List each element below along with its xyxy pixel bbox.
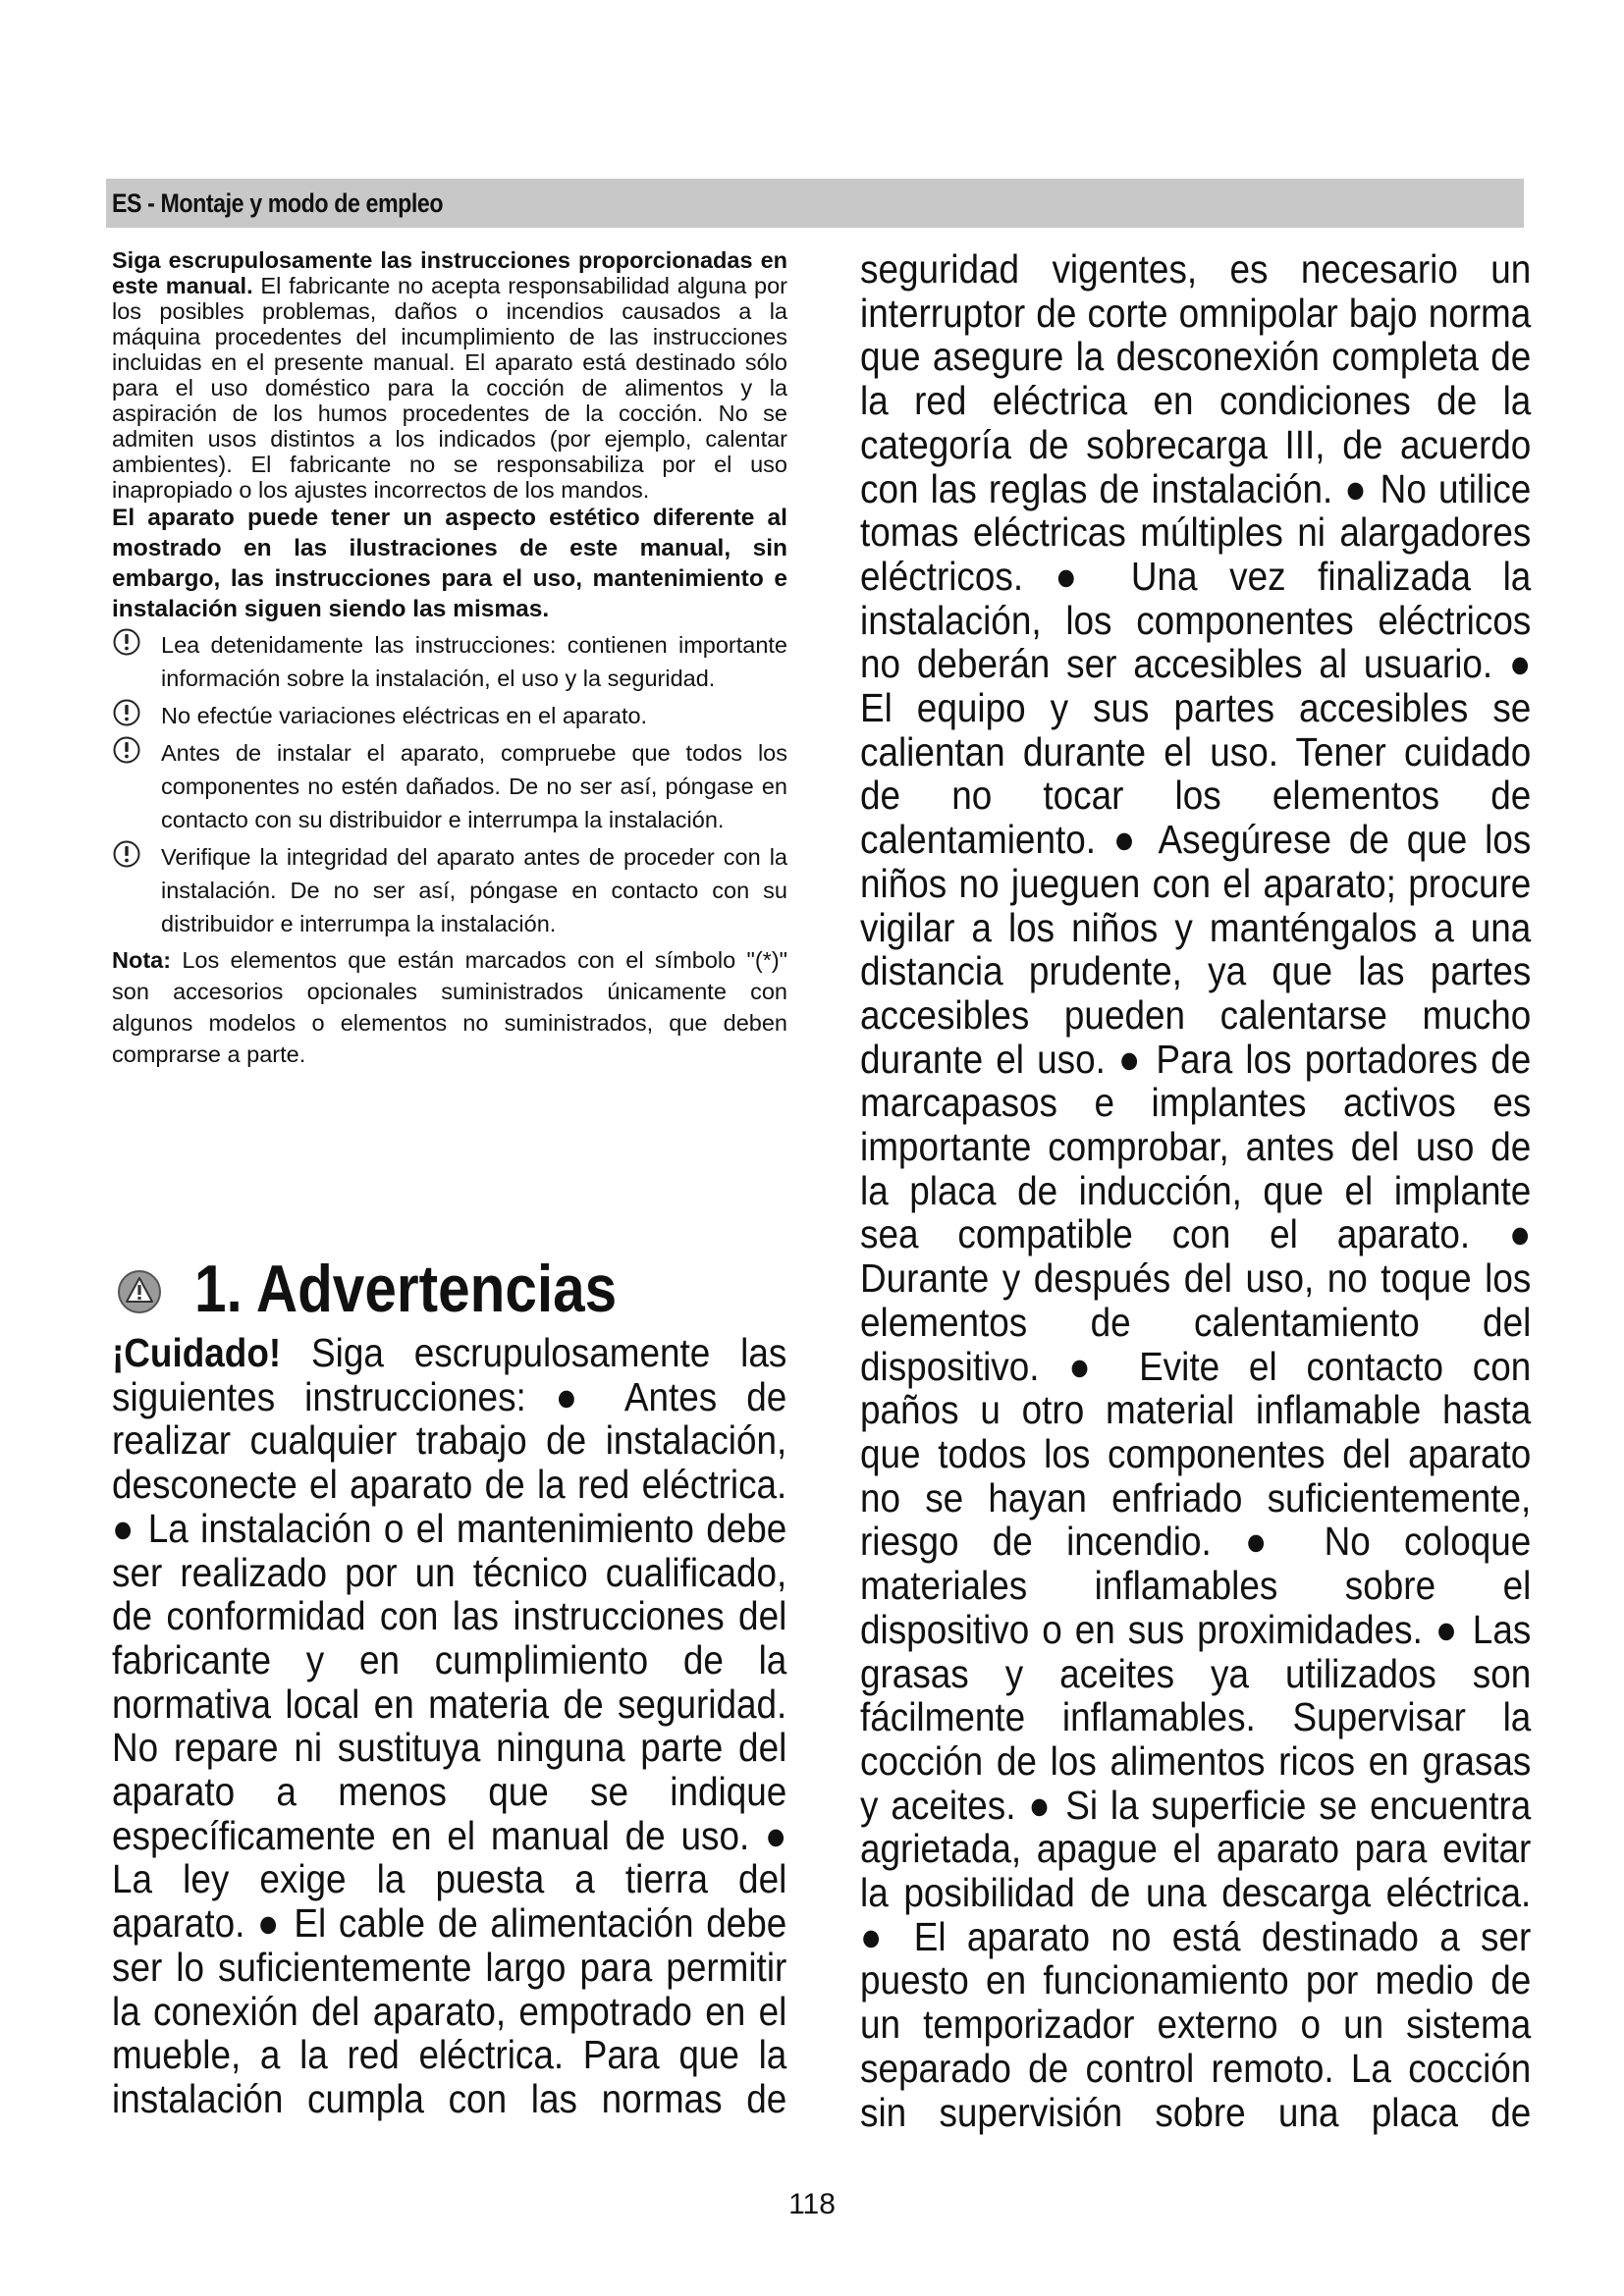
warning-text: Verifique la integridad del aparato antes de proceder con la instalación. De no ser así, póngase en contacto con su distribuidor e interrumpa la instalación. <box>161 844 787 936</box>
text-line: sea compatible con el aparato. ● <box>860 1211 1532 1257</box>
text-line: No repare ni sustituya ninguna parte del <box>112 1725 787 1771</box>
warning-text: Antes de instalar el aparato, compruebe que todos los componentes no estén dañados. De no ser así, póngase en contacto con su distribuidor e interrumpa la instalación. <box>161 740 787 832</box>
text-line: eléctricos. ● Una vez finalizada la <box>860 553 1532 599</box>
text-line: de conformidad con las instrucciones del <box>112 1593 787 1639</box>
text-line: un temporizador externo o un sistema <box>860 2002 1532 2048</box>
exclamation-circle-icon <box>112 698 141 727</box>
exclamation-circle-icon <box>112 627 141 657</box>
text-line: fabricante y en cumplimiento de la <box>112 1636 787 1682</box>
text-line: dispositivo o en sus proximidades. ● Las <box>860 1606 1532 1652</box>
text-line: separado de control remoto. La cocción <box>860 2045 1532 2091</box>
text-line: aparato. ● El cable de alimentación debe <box>112 1900 787 1947</box>
warning-triangle-icon <box>116 1268 163 1315</box>
text-line: ● La instalación o el mantenimiento debe <box>112 1505 787 1551</box>
text-line: ¡Cuidado! Siga escrupulosamente las <box>112 1330 787 1375</box>
note-text: Los elementos que están marcados con el símbolo "(*)" son accesorios opcionales suministrados únicamente con algunos modelos o elementos no suministrados, que deben comprarse a parte. <box>112 947 787 1067</box>
text-line: paños u otro material inflamable hasta <box>860 1387 1532 1433</box>
text-line: normativa local en materia de seguridad. <box>112 1681 787 1727</box>
text-line: Durante y después del uso, no toque los <box>860 1255 1532 1302</box>
text-line: calentamiento. ● Asegúrese de que los <box>860 817 1532 863</box>
page-number: 118 <box>788 2188 836 2220</box>
intro-bold-lead: Siga escrupulosamente las instrucciones proporcionadas en este manual. <box>112 247 787 298</box>
body-column-left <box>112 1331 787 2121</box>
text-line: La ley exige la puesta a tierra del <box>112 1856 787 1902</box>
text-line: que asegure la desconexión completa de <box>860 334 1532 380</box>
text-line: distancia prudente, ya que las partes <box>860 948 1532 994</box>
text-line: niños no jueguen con el aparato; procure <box>860 860 1532 906</box>
text-line: no se hayan enfriado suficientemente, <box>860 1474 1532 1521</box>
warning-item <box>112 840 787 940</box>
text-line: siguientes instrucciones: ● Antes de <box>112 1373 787 1419</box>
text-line: instalación, los componentes eléctricos <box>860 597 1532 643</box>
text-line: cocción de los alimentos ricos en grasas <box>860 1737 1532 1784</box>
note-paragraph <box>112 944 787 1070</box>
text-line: categoría de sobrecarga III, de acuerdo <box>860 421 1532 467</box>
note-label: Nota: <box>112 947 172 973</box>
text-line: fácilmente inflamables. Supervisar la <box>860 1694 1532 1740</box>
text-line: instalación cumpla con las normas de <box>112 2075 787 2121</box>
text-line: marcapasos e implantes activos es <box>860 1080 1532 1126</box>
exclamation-circle-icon <box>112 735 141 765</box>
text-line: con las reglas de instalación. ● No utilice <box>860 465 1532 511</box>
text-line: la red eléctrica en condiciones de la <box>860 378 1532 424</box>
text-line: no deberán ser accesibles al usuario. ● <box>860 641 1532 687</box>
text-line: interruptor de corte omnipolar bajo norma <box>860 290 1532 336</box>
warning-item <box>112 699 787 732</box>
section-title: 1. Advertencias <box>194 1252 618 1326</box>
text-line: sin supervisión sobre una placa de <box>860 2089 1532 2135</box>
text-line: que todos los componentes del aparato <box>860 1430 1532 1476</box>
text-line: ● El aparato no está destinado a ser <box>860 1913 1532 1959</box>
text-line: la placa de inducción, que el implante <box>860 1167 1532 1213</box>
intro-text: El fabricante no acepta responsabilidad alguna por los posibles problemas, daños o incendios causados a la máquina procedentes del incumplimiento de las instrucciones incluidas en el presente manual. El aparato está destinado sólo para el uso doméstico para la cocción de alimentos y la aspiración de los humos procedentes de la cocción. No se admiten usos distintos a los indicados (por ejemplo, calentar ambientes). El fabricante no se responsabiliza por el uso inapropiado o los ajustes incorrectos de los mandos. <box>112 273 787 503</box>
text-line: seguridad vigentes, es necesario un <box>860 246 1532 292</box>
text-line: durante el uso. ● Para los portadores de <box>860 1036 1532 1082</box>
warning-text: Lea detenidamente las instrucciones: contienen importante información sobre la instalación, el uso y la seguridad. <box>161 632 787 691</box>
text-line: ser realizado por un técnico cualificado, <box>112 1549 787 1595</box>
text-line: dispositivo. ● Evite el contacto con <box>860 1343 1532 1389</box>
text-line: realizar cualquier trabajo de instalación, <box>112 1417 787 1464</box>
text-line: la posibilidad de una descarga eléctrica. <box>860 1870 1532 1916</box>
warning-item <box>112 628 787 695</box>
text-line: de no tocar los elementos de <box>860 773 1532 819</box>
text-line: accesibles pueden calentarse mucho <box>860 991 1532 1038</box>
text-line: la conexión del aparato, empotrado en el <box>112 1988 787 2034</box>
text-line: y aceites. ● Si la superficie se encuentra <box>860 1782 1532 1828</box>
text-line: aparato a menos que se indique <box>112 1769 787 1815</box>
text-line: puesto en funcionamiento por medio de <box>860 1957 1532 2003</box>
body-column-right <box>860 247 1532 2134</box>
text-line: materiales inflamables sobre el <box>860 1563 1532 1609</box>
text-line: importante comprobar, antes del uso de <box>860 1124 1532 1170</box>
warning-text: No efectúe variaciones eléctricas en el aparato. <box>161 703 648 728</box>
text-line: mueble, a la red eléctrica. Para que la <box>112 2032 787 2078</box>
section-heading <box>116 1245 793 1333</box>
text-line: desconecte el aparato de la red eléctrica. <box>112 1462 787 1508</box>
exclamation-circle-icon <box>112 839 141 869</box>
text-line: específicamente en el manual de uso. ● <box>112 1812 787 1858</box>
text-line: agrietada, apague el aparato para evitar <box>860 1826 1532 1872</box>
intro-column <box>112 247 787 1070</box>
text-line: ser lo suficientemente largo para permitir <box>112 1944 787 1990</box>
page-header-title: ES - Montaje y modo de empleo <box>112 188 444 218</box>
text-line: elementos de calentamiento del <box>860 1299 1532 1345</box>
text-line: grasas y aceites ya utilizados son <box>860 1650 1532 1696</box>
text-line: vigilar a los niños y manténgalos a una <box>860 904 1532 950</box>
intro-notice-bold: El aparato puede tener un aspecto estético diferente al mostrado en las ilustraciones de este manual, sin embargo, las instrucciones para el uso, mantenimiento e instalación siguen siendo las mismas. <box>112 505 787 622</box>
text-line: tomas eléctricas múltiples ni alargadores <box>860 509 1532 556</box>
text-line: calientan durante el uso. Tener cuidado <box>860 728 1532 774</box>
text-line: El equipo y sus partes accesibles se <box>860 685 1532 731</box>
header-bar <box>106 179 1524 228</box>
text-line: riesgo de incendio. ● No coloque <box>860 1519 1532 1565</box>
note-block <box>112 944 787 1070</box>
intro-paragraph <box>112 247 787 503</box>
warning-item <box>112 736 787 836</box>
